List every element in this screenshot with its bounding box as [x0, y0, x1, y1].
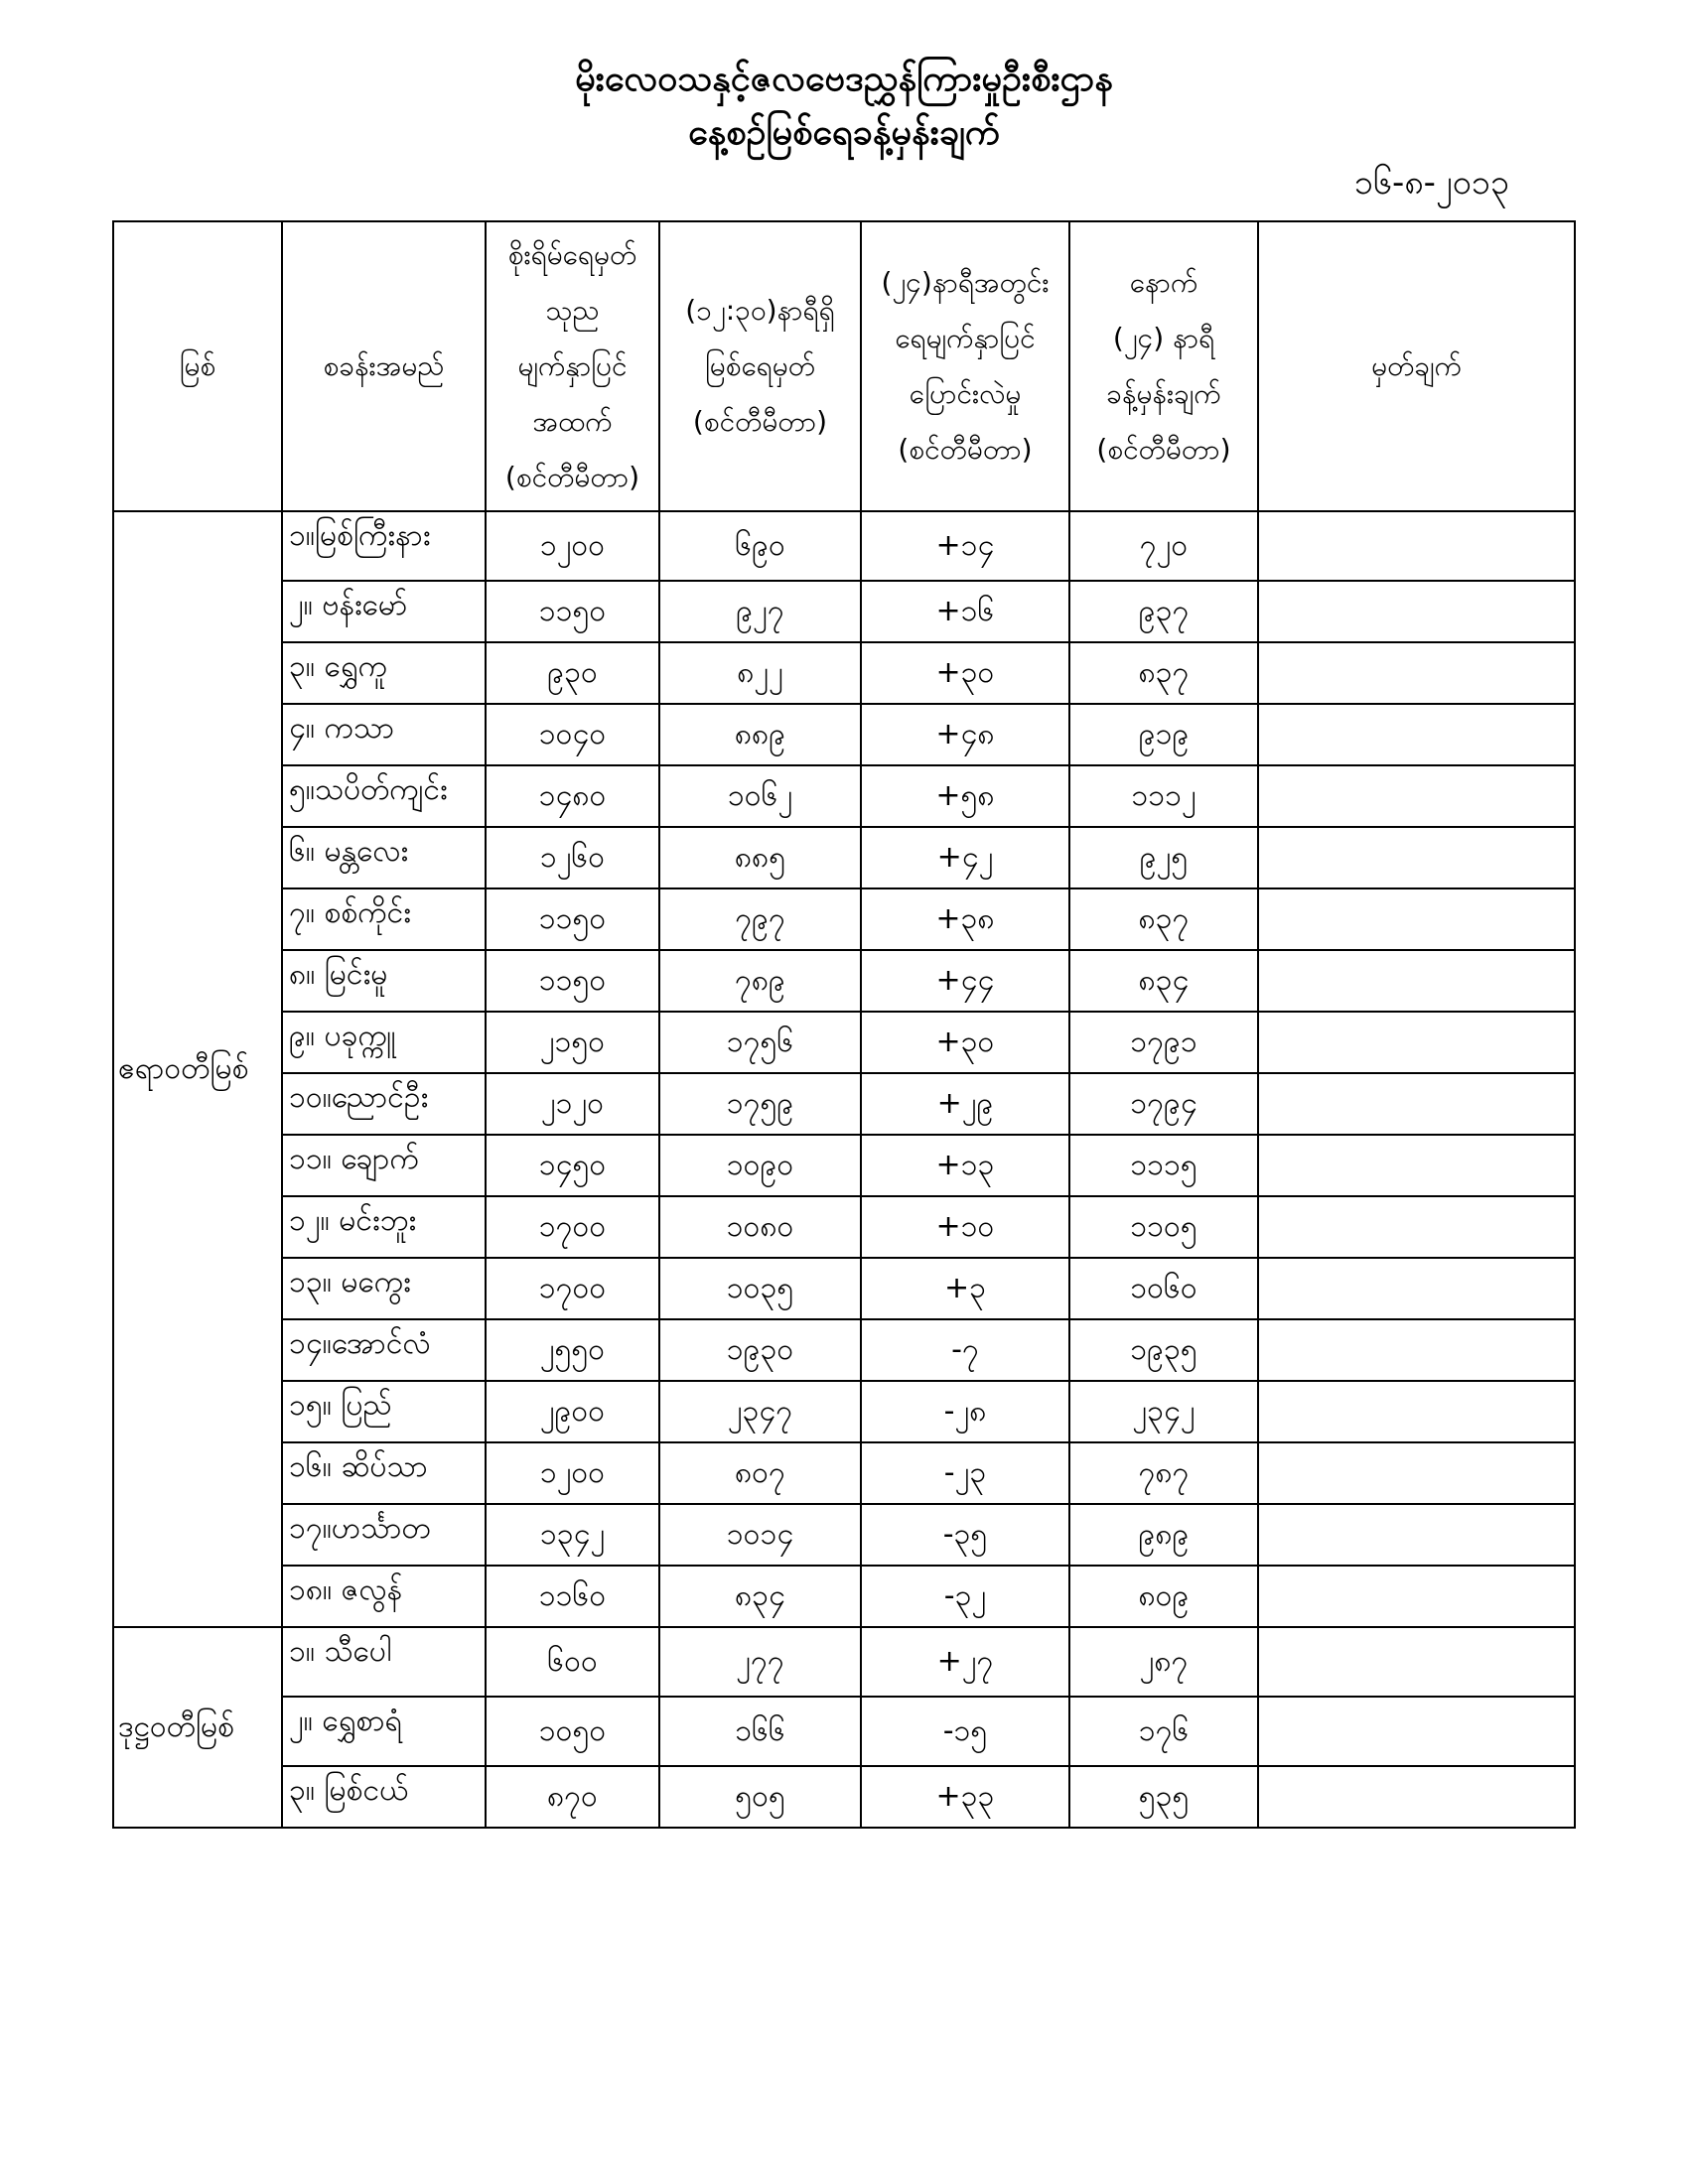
- station-name-cell: ၁၃။ မကွေး: [282, 1258, 486, 1319]
- danger-level-cell: ၁၂၀၀: [486, 1442, 659, 1504]
- remark-cell: [1258, 642, 1575, 704]
- table-row: [113, 1258, 1575, 1319]
- level-change-cell: -၇: [861, 1319, 1069, 1381]
- level-change-cell: +၁၀: [861, 1196, 1069, 1258]
- current-level-cell: ၆၉၀: [659, 511, 861, 581]
- table-row: [113, 642, 1575, 704]
- station-name-cell: ၁၈။ ဇလွန်: [282, 1566, 486, 1627]
- level-change-cell: +၃: [861, 1258, 1069, 1319]
- table-body: [113, 511, 1575, 1828]
- table-row: [113, 1135, 1575, 1196]
- forecast-cell: ၉၃၇: [1069, 581, 1258, 642]
- forecast-cell: ၈၃၇: [1069, 642, 1258, 704]
- remark-cell: [1258, 1627, 1575, 1697]
- danger-level-cell: ၁၇၀၀: [486, 1196, 659, 1258]
- danger-level-cell: ၁၂၆၀: [486, 827, 659, 888]
- level-change-cell: +၁၃: [861, 1135, 1069, 1196]
- station-name-cell: ၆။ မန္တလေး: [282, 827, 486, 888]
- table-row: [113, 1627, 1575, 1697]
- station-name-cell: ၃။ ရွှေကူ: [282, 642, 486, 704]
- col-header-24h-change: (၂၄)နာရီအတွင်း ရေမျက်နှာပြင် ပြောင်းလဲမှု (စင်တီမီတာ): [861, 221, 1069, 511]
- current-level-cell: ၅၀၅: [659, 1766, 861, 1828]
- danger-level-cell: ၁၄၅၀: [486, 1135, 659, 1196]
- forecast-cell: ၈၀၉: [1069, 1566, 1258, 1627]
- station-name-cell: ၁၄။အောင်လံ: [282, 1319, 486, 1381]
- page-title: မိုးလေဝသနှင့်ဇလဗေဒညွှန်ကြားမှုဦးစီးဌာန: [575, 59, 1113, 99]
- station-name-cell: ၁၁။ ချောက်: [282, 1135, 486, 1196]
- remark-cell: [1258, 1381, 1575, 1442]
- table-row: [113, 950, 1575, 1012]
- table-row: [113, 1442, 1575, 1504]
- current-level-cell: ၉၂၇: [659, 581, 861, 642]
- remark-cell: [1258, 581, 1575, 642]
- table-row: [113, 888, 1575, 950]
- level-change-cell: +၃၈: [861, 888, 1069, 950]
- forecast-cell: ၅၃၅: [1069, 1766, 1258, 1828]
- forecast-cell: ၁၇၉၄: [1069, 1073, 1258, 1135]
- station-name-cell: ၁၅။ ပြည်: [282, 1381, 486, 1442]
- level-change-cell: +၄၄: [861, 950, 1069, 1012]
- station-name-cell: ၁။ သီပေါ: [282, 1627, 486, 1697]
- level-change-cell: +၃၀: [861, 1012, 1069, 1073]
- table-row: [113, 1566, 1575, 1627]
- station-name-cell: ၈။ မြင်းမူ: [282, 950, 486, 1012]
- current-level-cell: ၁၀၁၄: [659, 1504, 861, 1566]
- table-row: [113, 1196, 1575, 1258]
- level-change-cell: +၁၄: [861, 511, 1069, 581]
- danger-level-cell: ၉၃၀: [486, 642, 659, 704]
- level-change-cell: -၃၅: [861, 1504, 1069, 1566]
- level-change-cell: +၃၃: [861, 1766, 1069, 1828]
- forecast-cell: ၉၁၉: [1069, 704, 1258, 765]
- table-row: [113, 765, 1575, 827]
- remark-cell: [1258, 888, 1575, 950]
- table-row: [113, 511, 1575, 581]
- level-change-cell: +၁၆: [861, 581, 1069, 642]
- current-level-cell: ၈၀၇: [659, 1442, 861, 1504]
- forecast-cell: ၈၃၄: [1069, 950, 1258, 1012]
- remark-cell: [1258, 765, 1575, 827]
- current-level-cell: ၂၇၇: [659, 1627, 861, 1697]
- forecast-cell: ၁၉၃၅: [1069, 1319, 1258, 1381]
- level-change-cell: +၂၉: [861, 1073, 1069, 1135]
- danger-level-cell: ၈၇၀: [486, 1766, 659, 1828]
- table-row: [113, 1697, 1575, 1766]
- river-name-cell: ဒုဋ္ဌဝတီမြစ်: [113, 1627, 282, 1828]
- station-name-cell: ၁၆။ ဆိပ်သာ: [282, 1442, 486, 1504]
- page-subtitle: နေ့စဉ်မြစ်ရေခန့်မှန်းချက်: [688, 112, 1000, 153]
- col-header-current-level: (၁၂:၃၀)နာရီရှိ မြစ်ရေမှတ် (စင်တီမီတာ): [659, 221, 861, 511]
- station-name-cell: ၉။ ပခုက္ကူ: [282, 1012, 486, 1073]
- station-name-cell: ၅။သပိတ်ကျင်း: [282, 765, 486, 827]
- col-header-remark: မှတ်ချက်: [1258, 221, 1575, 511]
- table-row: [113, 1381, 1575, 1442]
- col-header-river: မြစ်: [113, 221, 282, 511]
- report-date: ၁၆-၈-၂၀၁၃: [1353, 163, 1509, 203]
- current-level-cell: ၈၂၂: [659, 642, 861, 704]
- forecast-cell: ၉၈၉: [1069, 1504, 1258, 1566]
- forecast-cell: ၉၂၅: [1069, 827, 1258, 888]
- danger-level-cell: ၁၀၄၀: [486, 704, 659, 765]
- table-row: [113, 1766, 1575, 1828]
- station-name-cell: ၁၀။ညောင်ဦး: [282, 1073, 486, 1135]
- forecast-cell: ၁၁၁၅: [1069, 1135, 1258, 1196]
- current-level-cell: ၈၃၄: [659, 1566, 861, 1627]
- forecast-cell: ၁၁၁၂: [1069, 765, 1258, 827]
- danger-level-cell: ၁၁၅၀: [486, 888, 659, 950]
- station-name-cell: ၄။ ကသာ: [282, 704, 486, 765]
- forecast-cell: ၇၈၇: [1069, 1442, 1258, 1504]
- remark-cell: [1258, 950, 1575, 1012]
- forecast-cell: ၁၁၀၅: [1069, 1196, 1258, 1258]
- forecast-cell: ၂၃၄၂: [1069, 1381, 1258, 1442]
- table-header-row: [113, 221, 1575, 511]
- station-name-cell: ၇။ စစ်ကိုင်း: [282, 888, 486, 950]
- remark-cell: [1258, 1196, 1575, 1258]
- current-level-cell: ၇၉၇: [659, 888, 861, 950]
- forecast-cell: ၁၇၆: [1069, 1697, 1258, 1766]
- remark-cell: [1258, 511, 1575, 581]
- danger-level-cell: ၁၄၈၀: [486, 765, 659, 827]
- remark-cell: [1258, 1766, 1575, 1828]
- current-level-cell: ၈၈၉: [659, 704, 861, 765]
- level-change-cell: +၄၈: [861, 704, 1069, 765]
- table-row: [113, 1012, 1575, 1073]
- station-name-cell: ၁၂။ မင်းဘူး: [282, 1196, 486, 1258]
- level-change-cell: -၃၂: [861, 1566, 1069, 1627]
- remark-cell: [1258, 1135, 1575, 1196]
- station-name-cell: ၂။ ရွှေစာရံ: [282, 1697, 486, 1766]
- current-level-cell: ၁၇၅၉: [659, 1073, 861, 1135]
- remark-cell: [1258, 1442, 1575, 1504]
- level-change-cell: +၅၈: [861, 765, 1069, 827]
- level-change-cell: +၂၇: [861, 1627, 1069, 1697]
- level-change-cell: -၂၈: [861, 1381, 1069, 1442]
- current-level-cell: ၁၇၅၆: [659, 1012, 861, 1073]
- remark-cell: [1258, 1073, 1575, 1135]
- col-header-danger-level: စိုးရိမ်ရေမှတ် သုည မျက်နှာပြင် အထက် (စင်တီမီတာ): [486, 221, 659, 511]
- station-name-cell: ၃။ မြစ်ငယ်: [282, 1766, 486, 1828]
- forecast-cell: ၁၀၆၀: [1069, 1258, 1258, 1319]
- current-level-cell: ၂၃၄၇: [659, 1381, 861, 1442]
- danger-level-cell: ၁၂၀၀: [486, 511, 659, 581]
- remark-cell: [1258, 1566, 1575, 1627]
- table-row: [113, 704, 1575, 765]
- danger-level-cell: ၂၁၂၀: [486, 1073, 659, 1135]
- current-level-cell: ၇၈၉: [659, 950, 861, 1012]
- current-level-cell: ၁၆၆: [659, 1697, 861, 1766]
- danger-level-cell: ၂၅၅၀: [486, 1319, 659, 1381]
- river-name-cell: ဧရာဝတီမြစ်: [113, 511, 282, 1627]
- remark-cell: [1258, 704, 1575, 765]
- danger-level-cell: ၆၀၀: [486, 1627, 659, 1697]
- current-level-cell: ၁၀၆၂: [659, 765, 861, 827]
- station-name-cell: ၁။မြစ်ကြီးနား: [282, 511, 486, 581]
- danger-level-cell: ၂၁၅၀: [486, 1012, 659, 1073]
- col-header-station: စခန်းအမည်: [282, 221, 486, 511]
- station-name-cell: ၂။ ဗန်းမော်: [282, 581, 486, 642]
- forecast-cell: ၈၃၇: [1069, 888, 1258, 950]
- danger-level-cell: ၁၁၆၀: [486, 1566, 659, 1627]
- forecast-cell: ၁၇၉၁: [1069, 1012, 1258, 1073]
- current-level-cell: ၁၀၈၀: [659, 1196, 861, 1258]
- table-row: [113, 1073, 1575, 1135]
- level-change-cell: +၃၀: [861, 642, 1069, 704]
- forecast-cell: ၂၈၇: [1069, 1627, 1258, 1697]
- current-level-cell: ၁၀၃၅: [659, 1258, 861, 1319]
- current-level-cell: ၁၉၃၀: [659, 1319, 861, 1381]
- current-level-cell: ၁၀၉၀: [659, 1135, 861, 1196]
- danger-level-cell: ၂၉၀၀: [486, 1381, 659, 1442]
- remark-cell: [1258, 1012, 1575, 1073]
- danger-level-cell: ၁၁၅၀: [486, 581, 659, 642]
- level-change-cell: -၂၃: [861, 1442, 1069, 1504]
- danger-level-cell: ၁၇၀၀: [486, 1258, 659, 1319]
- table-row: [113, 827, 1575, 888]
- current-level-cell: ၈၈၅: [659, 827, 861, 888]
- col-header-forecast: နောက် (၂၄) နာရီ ခန့်မှန်းချက် (စင်တီမီတာ): [1069, 221, 1258, 511]
- level-change-cell: +၄၂: [861, 827, 1069, 888]
- danger-level-cell: ၁၀၅၀: [486, 1697, 659, 1766]
- remark-cell: [1258, 1504, 1575, 1566]
- table-row: [113, 581, 1575, 642]
- danger-level-cell: ၁၁၅၀: [486, 950, 659, 1012]
- remark-cell: [1258, 1319, 1575, 1381]
- forecast-cell: ၇၂၀: [1069, 511, 1258, 581]
- remark-cell: [1258, 1697, 1575, 1766]
- station-name-cell: ၁၇။ဟင်္သာတ: [282, 1504, 486, 1566]
- remark-cell: [1258, 827, 1575, 888]
- table-row: [113, 1504, 1575, 1566]
- danger-level-cell: ၁၃၄၂: [486, 1504, 659, 1566]
- level-change-cell: -၁၅: [861, 1697, 1069, 1766]
- remark-cell: [1258, 1258, 1575, 1319]
- table-row: [113, 1319, 1575, 1381]
- river-level-table: [112, 220, 1576, 1829]
